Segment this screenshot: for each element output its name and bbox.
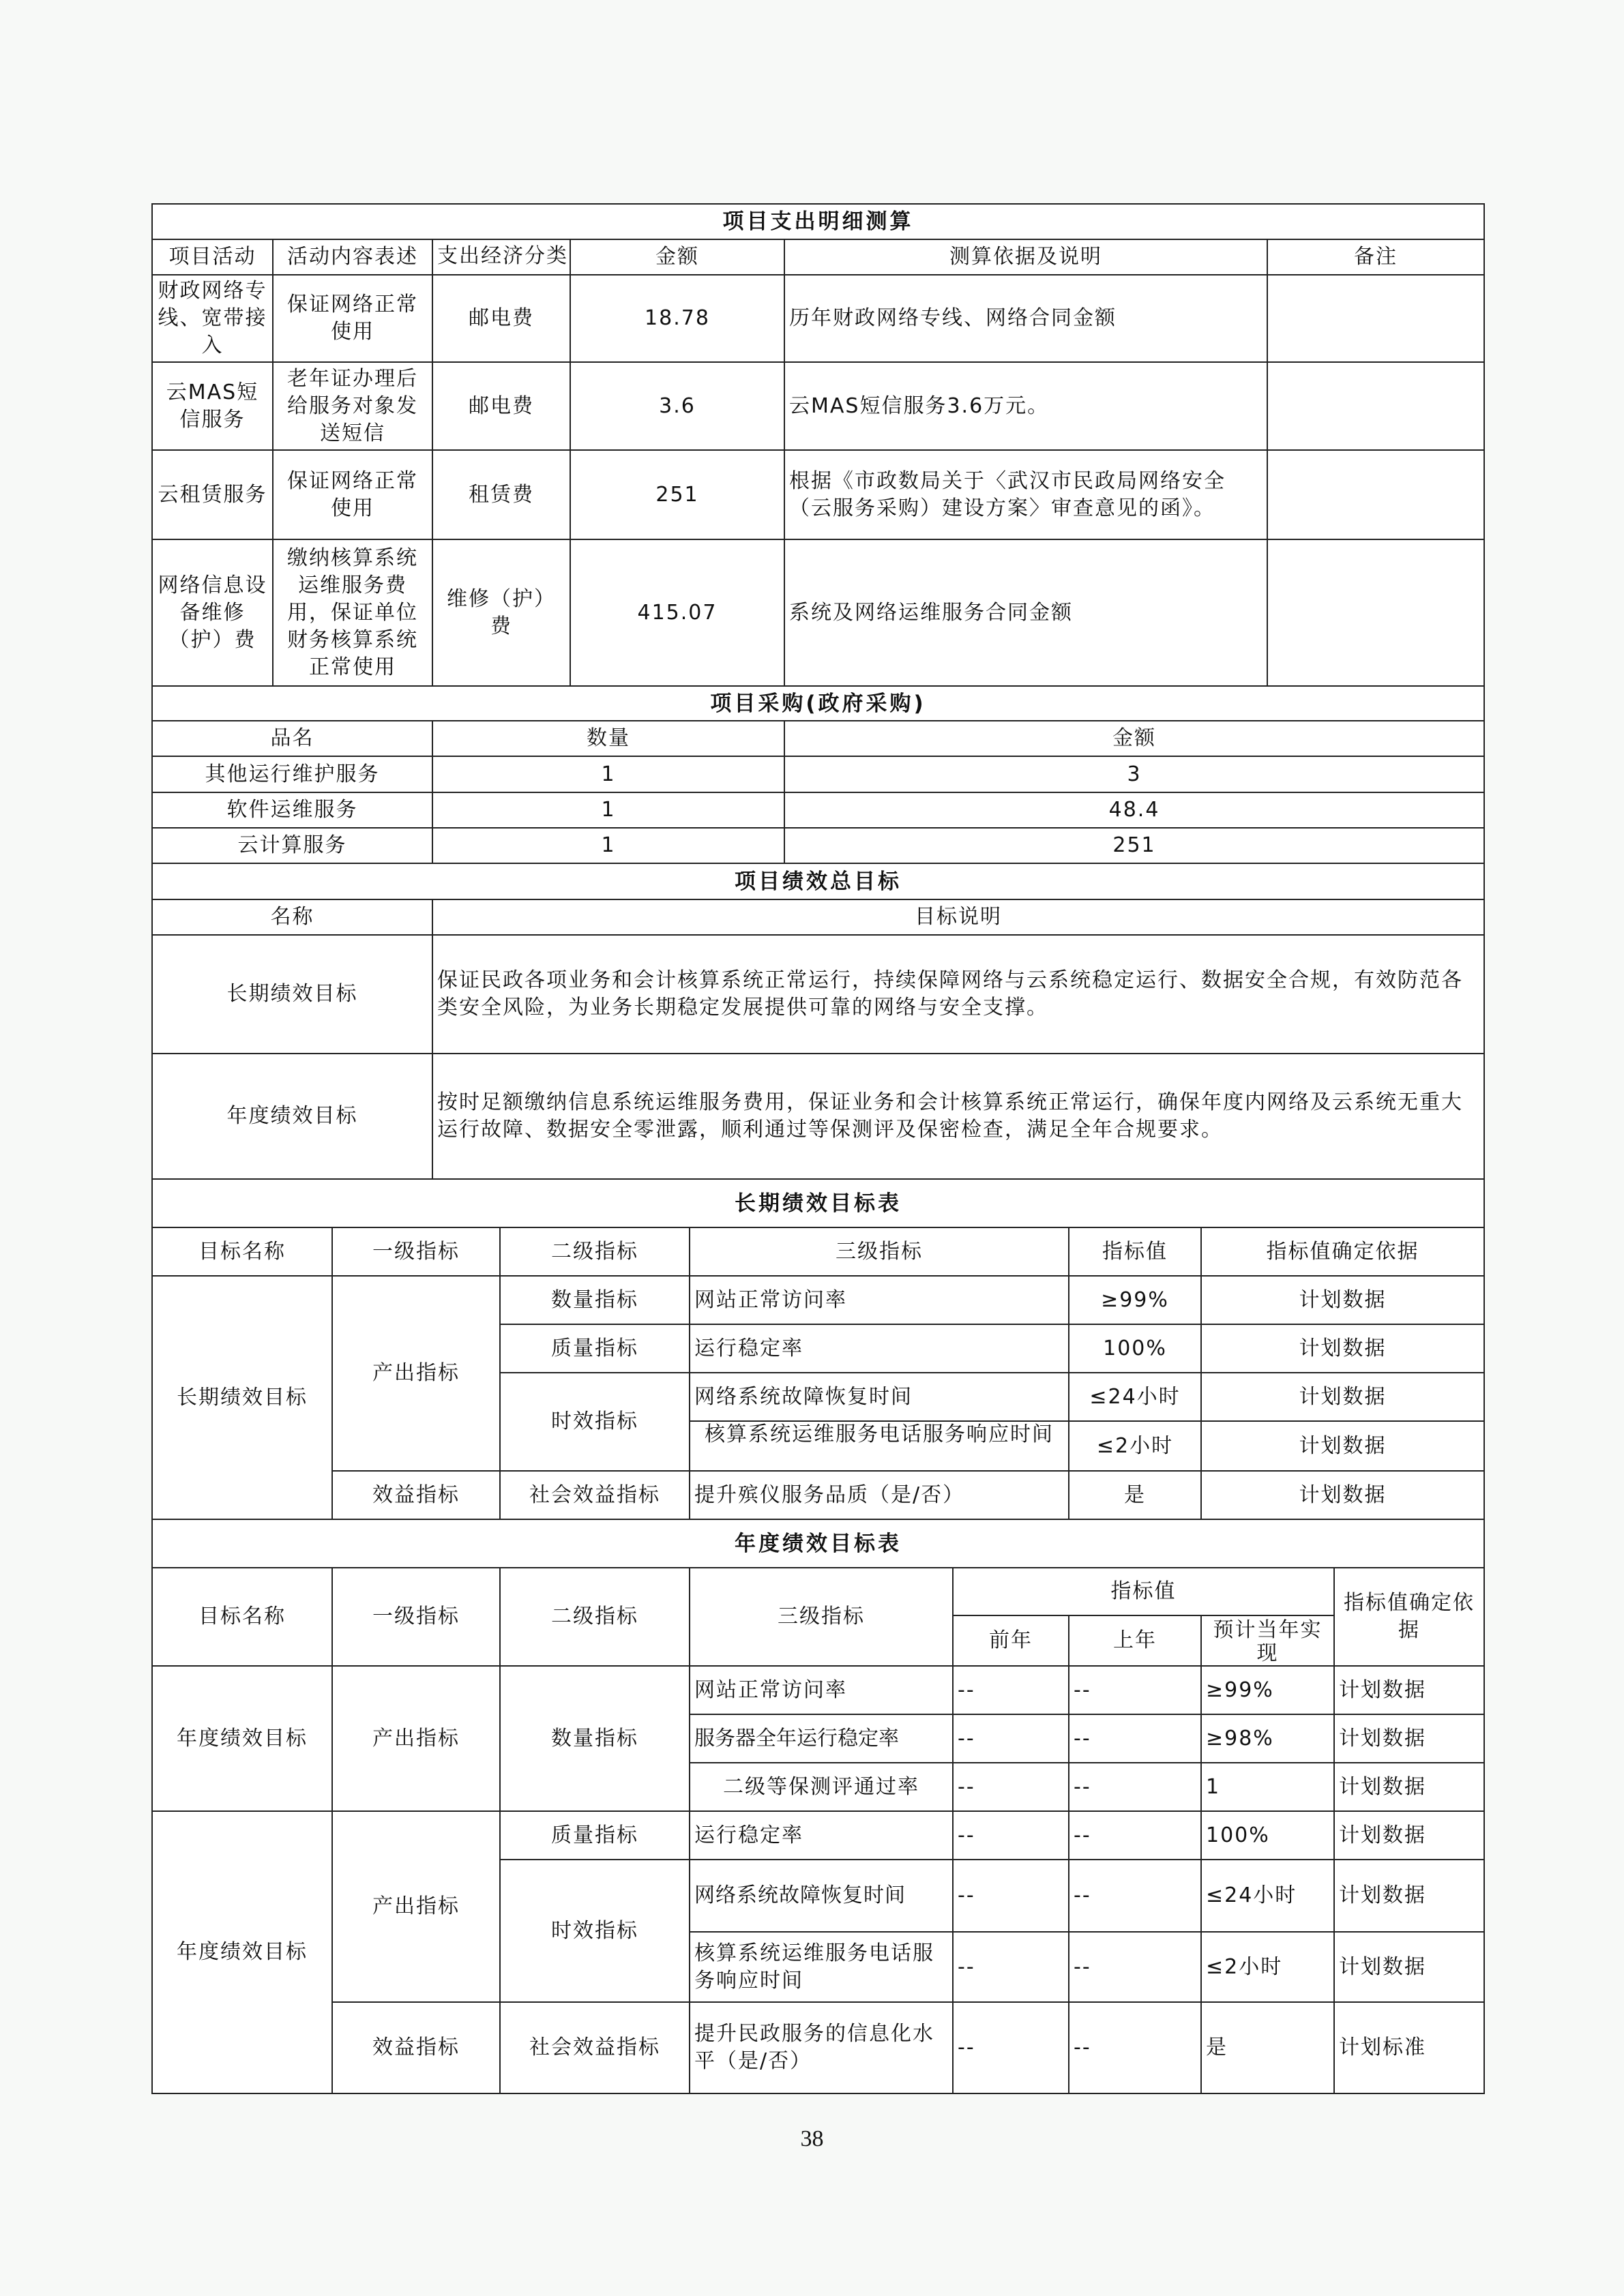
column-header: 指标值确定依据: [1201, 1227, 1484, 1276]
level2-cell: 数量指标: [500, 1276, 690, 1324]
goal-name-cell: 年度绩效目标: [152, 1811, 332, 2093]
prev-year-cell: --: [953, 1714, 1069, 1763]
goal-name-cell: 年度绩效目标: [152, 1666, 332, 1811]
column-header: 数量: [432, 721, 784, 756]
basis-cell: 云MAS短信服务3.6万元。: [784, 362, 1267, 450]
value-cell: 是: [1069, 1471, 1201, 1519]
prev-year-cell: --: [953, 1932, 1069, 2002]
expected-cell: 1: [1201, 1763, 1334, 1811]
table-row: [152, 828, 1484, 863]
level2-cell: 质量指标: [500, 1324, 690, 1373]
item-name-cell: 云计算服务: [152, 828, 432, 863]
content-cell: 保证网络正常使用: [273, 450, 432, 539]
section-title: 年度绩效目标表: [152, 1519, 1484, 1568]
value-cell: ≥99%: [1069, 1276, 1201, 1324]
table-row: [152, 935, 1484, 1054]
column-header: 备注: [1267, 239, 1484, 275]
goal-name-cell: 长期绩效目标: [152, 1276, 332, 1519]
basis-cell: 计划数据: [1334, 1714, 1484, 1763]
quantity-cell: 1: [432, 828, 784, 863]
value-cell: ≤24小时: [1069, 1373, 1201, 1421]
item-name-cell: 其他运行维护服务: [152, 756, 432, 792]
column-header: 指标值确定依据: [1334, 1568, 1484, 1666]
amount-cell: 251: [570, 450, 784, 539]
table-row: [152, 1471, 1484, 1519]
level3-cell: 服务器全年运行稳定率: [690, 1714, 953, 1763]
section-title: 长期绩效目标表: [152, 1179, 1484, 1227]
column-header: 活动内容表述: [273, 239, 432, 275]
column-header: 上年: [1069, 1615, 1201, 1666]
level3-cell: 提升民政服务的信息化水平（是/否）: [690, 2002, 953, 2093]
last-year-cell: --: [1069, 1860, 1201, 1932]
column-header: 名称: [152, 899, 432, 935]
note-cell: [1267, 539, 1484, 686]
level3-cell: 网络系统故障恢复时间: [690, 1860, 953, 1932]
activity-cell: 云租赁服务: [152, 450, 273, 539]
note-cell: [1267, 362, 1484, 450]
prev-year-cell: --: [953, 2002, 1069, 2093]
table-row: [152, 1666, 1484, 1714]
expected-cell: ≥99%: [1201, 1666, 1334, 1714]
basis-cell: 计划数据: [1334, 1932, 1484, 2002]
prev-year-cell: --: [953, 1811, 1069, 1860]
last-year-cell: --: [1069, 1932, 1201, 2002]
column-header: 测算依据及说明: [784, 239, 1267, 275]
column-header: 前年: [953, 1615, 1069, 1666]
content-cell: 保证网络正常使用: [273, 275, 432, 362]
level1-cell: 效益指标: [332, 2002, 500, 2093]
expected-cell: ≤24小时: [1201, 1860, 1334, 1932]
category-cell: 邮电费: [432, 275, 570, 362]
basis-cell: 计划数据: [1201, 1421, 1484, 1471]
prev-year-cell: --: [953, 1763, 1069, 1811]
basis-cell: 计划数据: [1201, 1276, 1484, 1324]
table-row: [152, 1054, 1484, 1179]
column-header: 项目活动: [152, 239, 273, 275]
category-cell: 租赁费: [432, 450, 570, 539]
goal-description-cell: 按时足额缴纳信息系统运维服务费用，保证业务和会计核算系统正常运行，确保年度内网络及云系统无重大运行故障、数据安全零泄露，顺利通过等保测评及保密检查，满足全年合规要求。: [432, 1054, 1484, 1179]
amount-cell: 48.4: [784, 792, 1484, 828]
level1-cell: 产出指标: [332, 1811, 500, 2002]
column-header: 一级指标: [332, 1227, 500, 1276]
activity-cell: 网络信息设备维修（护）费: [152, 539, 273, 686]
level2-cell: 时效指标: [500, 1860, 690, 2002]
last-year-cell: --: [1069, 1811, 1201, 1860]
expected-cell: 是: [1201, 2002, 1334, 2093]
last-year-cell: --: [1069, 1763, 1201, 1811]
note-cell: [1267, 275, 1484, 362]
activity-cell: 财政网络专线、宽带接入: [152, 275, 273, 362]
expected-cell: ≥98%: [1201, 1714, 1334, 1763]
level3-cell: 运行稳定率: [690, 1324, 1069, 1373]
section-title: 项目支出明细测算: [152, 204, 1484, 239]
level2-cell: 社会效益指标: [500, 2002, 690, 2093]
level1-cell: 产出指标: [332, 1666, 500, 1811]
basis-cell: 计划数据: [1201, 1471, 1484, 1519]
last-year-cell: --: [1069, 1666, 1201, 1714]
column-header: 预计当年实现: [1201, 1615, 1334, 1666]
amount-cell: 3: [784, 756, 1484, 792]
table-row: [152, 450, 1484, 539]
level3-cell: 核算系统运维服务电话服务响应时间: [690, 1932, 953, 2002]
content-cell: 缴纳核算系统运维服务费用，保证单位财务核算系统正常使用: [273, 539, 432, 686]
basis-cell: 计划数据: [1201, 1324, 1484, 1373]
level3-cell: 网络系统故障恢复时间: [690, 1373, 1069, 1421]
value-cell: ≤2小时: [1069, 1421, 1201, 1471]
basis-cell: 计划数据: [1334, 1666, 1484, 1714]
basis-cell: 计划数据: [1334, 1763, 1484, 1811]
amount-cell: 3.6: [570, 362, 784, 450]
goal-name-cell: 长期绩效目标: [152, 935, 432, 1054]
table-row: [152, 2002, 1484, 2093]
basis-cell: 根据《市政数局关于〈武汉市民政局网络安全（云服务采购）建设方案〉审查意见的函》。: [784, 450, 1267, 539]
basis-cell: 系统及网络运维服务合同金额: [784, 539, 1267, 686]
column-header: 指标值: [1069, 1227, 1201, 1276]
column-header: 目标名称: [152, 1227, 332, 1276]
basis-cell: 计划标准: [1334, 2002, 1484, 2093]
amount-cell: 415.07: [570, 539, 784, 686]
long-term-goals-table: [151, 1178, 1485, 1520]
item-name-cell: 软件运维服务: [152, 792, 432, 828]
last-year-cell: --: [1069, 2002, 1201, 2093]
column-header: 一级指标: [332, 1568, 500, 1666]
table-row: [152, 362, 1484, 450]
level2-cell: 质量指标: [500, 1811, 690, 1860]
level1-cell: 效益指标: [332, 1471, 500, 1519]
table-row: [152, 275, 1484, 362]
section-title: 项目采购(政府采购): [152, 686, 1484, 721]
basis-cell: 历年财政网络专线、网络合同金额: [784, 275, 1267, 362]
level2-cell: 社会效益指标: [500, 1471, 690, 1519]
procurement-table: [151, 685, 1485, 864]
level3-cell: 运行稳定率: [690, 1811, 953, 1860]
table-row: [152, 1276, 1484, 1324]
annual-goals-table: [151, 1519, 1485, 2094]
column-header: 二级指标: [500, 1227, 690, 1276]
category-cell: 邮电费: [432, 362, 570, 450]
level3-cell: 网站正常访问率: [690, 1276, 1069, 1324]
quantity-cell: 1: [432, 756, 784, 792]
basis-cell: 计划数据: [1201, 1373, 1484, 1421]
table-row: [152, 756, 1484, 792]
column-header: 二级指标: [500, 1568, 690, 1666]
quantity-cell: 1: [432, 792, 784, 828]
level3-cell: 二级等保测评通过率: [690, 1763, 953, 1811]
column-header-group: 指标值: [953, 1568, 1334, 1615]
table-row: [152, 792, 1484, 828]
column-header: 支出经济分类: [432, 239, 570, 275]
basis-cell: 计划数据: [1334, 1811, 1484, 1860]
column-header: [690, 1568, 953, 1666]
column-header: 品名: [152, 721, 432, 756]
page-number: 38: [800, 2126, 824, 2151]
category-cell: 维修（护）费: [432, 539, 570, 686]
column-header: 目标名称: [152, 1568, 332, 1666]
level1-cell: 产出指标: [332, 1276, 500, 1471]
note-cell: [1267, 450, 1484, 539]
table-row: [152, 1811, 1484, 1860]
content-cell: 老年证办理后给服务对象发送短信: [273, 362, 432, 450]
table-row: [152, 539, 1484, 686]
prev-year-cell: --: [953, 1860, 1069, 1932]
column-header: 目标说明: [432, 899, 1484, 935]
expense-detail-table: [151, 203, 1485, 687]
column-header: 金额: [570, 239, 784, 275]
level2-cell: 数量指标: [500, 1666, 690, 1811]
basis-cell: 计划数据: [1334, 1860, 1484, 1932]
expected-cell: 100%: [1201, 1811, 1334, 1860]
amount-cell: 251: [784, 828, 1484, 863]
goal-description-cell: 保证民政各项业务和会计核算系统正常运行，持续保障网络与云系统稳定运行、数据安全合规，有效防范各类安全风险，为业务长期稳定发展提供可靠的网络与安全支撑。: [432, 935, 1484, 1054]
column-header: 三级指标: [690, 1227, 1069, 1276]
level3-header-label: 三级指标: [778, 1605, 865, 1628]
prev-year-cell: --: [953, 1666, 1069, 1714]
level3-cell: 提升殡仪服务品质（是/否）: [690, 1471, 1069, 1519]
column-header: 金额: [784, 721, 1484, 756]
level3-cell: 网站正常访问率: [690, 1666, 953, 1714]
value-cell: 100%: [1069, 1324, 1201, 1373]
activity-cell: 云MAS短信服务: [152, 362, 273, 450]
section-title: 项目绩效总目标: [152, 863, 1484, 899]
amount-cell: 18.78: [570, 275, 784, 362]
level2-cell: 时效指标: [500, 1373, 690, 1471]
overall-goals-table: [151, 863, 1485, 1180]
expected-cell: ≤2小时: [1201, 1932, 1334, 2002]
level3-cell: 核算系统运维服务电话服务响应时间: [690, 1421, 1069, 1471]
last-year-cell: --: [1069, 1714, 1201, 1763]
goal-name-cell: 年度绩效目标: [152, 1054, 432, 1179]
